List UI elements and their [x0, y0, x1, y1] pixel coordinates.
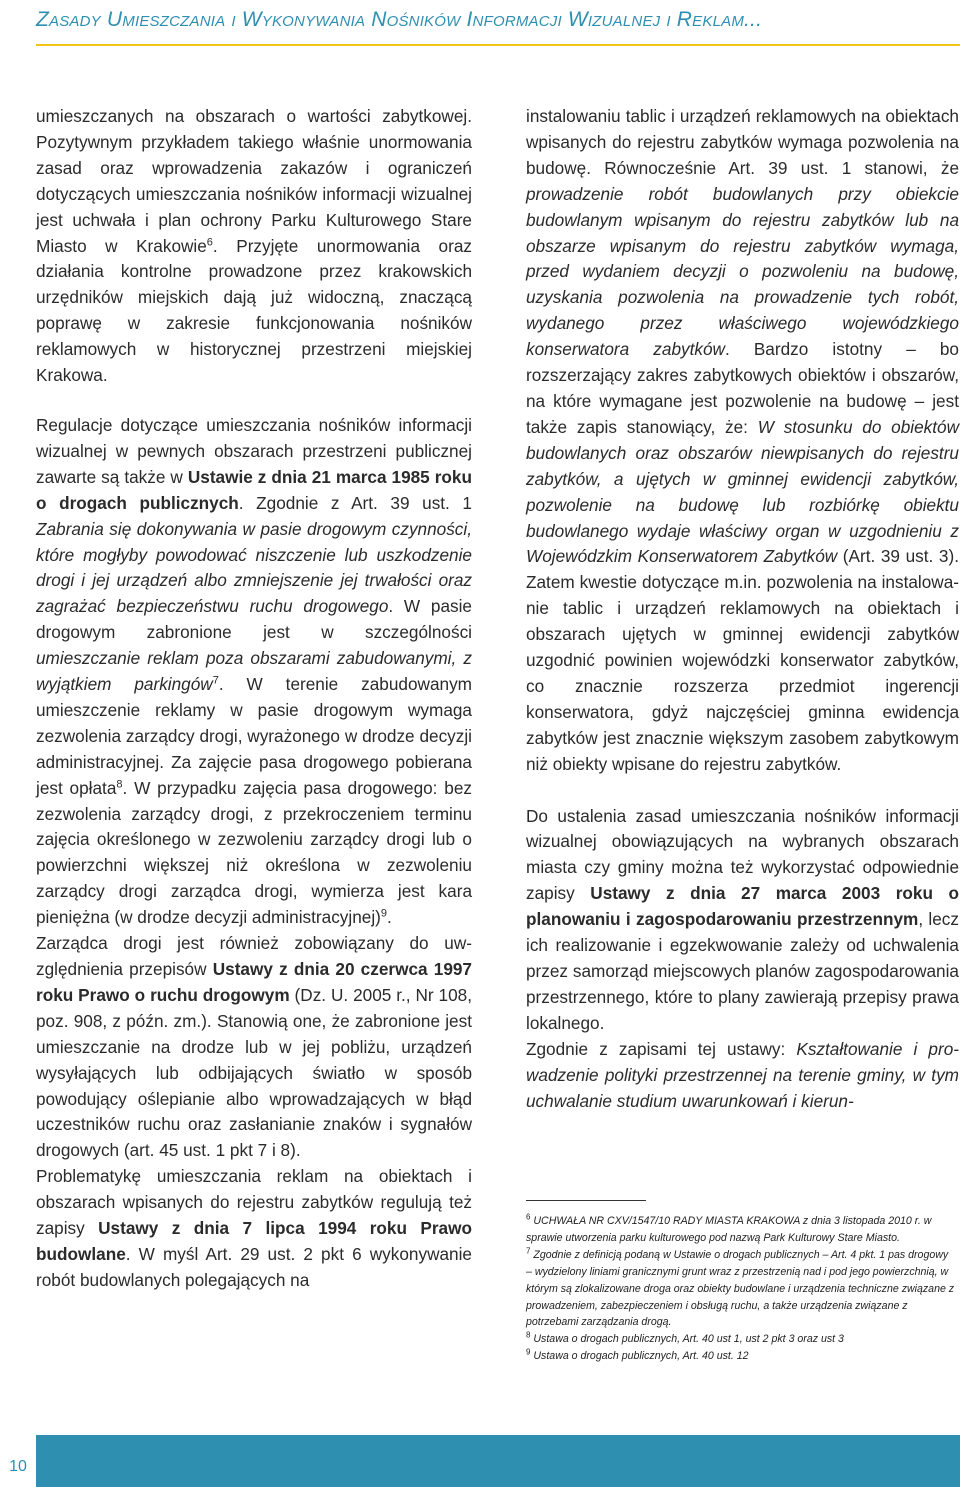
- text: Do ustalenia zasad umieszczania nośników informacji wizualnej obowiązujących na wybranych obszarach miasta czy gminy można też wykorzystać odpowiednie zapisy: [526, 805, 959, 904]
- text: Regulacje dotyczące umieszczania nośników informacji wizualnej w pewnych obszarach przestrzeni publicznej zawarte są także w: [36, 414, 472, 487]
- text: . Przyjęte unormowania oraz działania kontrolne prowadzone przez krakowskich urzędników miejskich dają już widoczną, znaczącą poprawę w zakresie funkcjonowania nośników reklamowych w historycznej przestrzeni miejskiej Krakowa.: [36, 235, 472, 386]
- paragraph-zabytki: [526, 104, 959, 778]
- quoted-law: Kształtowanie i prowadzenie polityki przestrzennej na terenie gminy, w tym uchwalanie studium uwarunkowań i kierun-: [526, 1038, 959, 1111]
- paragraph-park-kulturowy: [36, 104, 472, 389]
- footnote-9: [526, 1348, 956, 1365]
- footnote-number: 6: [526, 1212, 531, 1222]
- text: . Bardzo istotny – bo rozszerzający zakres zabytkowych obiektów i obszarów, na które wymagane jest pozwolenie na budowę – jest także zapis stanowiący, że:: [526, 339, 959, 437]
- text: Zarządca drogi jest również zobowiązany do uwzględnienia przepisów: [36, 933, 472, 979]
- law-reference: Ustawie z dnia 21 marca 1985 roku o drogach publicznych: [36, 466, 472, 513]
- text: Zgodnie z zapisami tej ustawy:: [526, 1038, 797, 1059]
- paragraph-prawo-budowlane: [36, 1164, 472, 1294]
- text: (Dz. U. 2005 r., Nr 108, poz. 908, z późn. zm.). Stanowią one, że zabronione jest umieszczanie na drodze lub w jej pobliżu, urządzeń wysyłających lub odbijających światło w sposób powodujący oślepianie albo wprowadzających w błąd uczestników ruchu oraz zasłanianie znaków i sygnałów drogowych (art. 45 ust. 1 pkt 7 i 8).: [36, 984, 472, 1161]
- text: Problematykę umieszczania reklam na obiektach i obszarach wpisanych do rejestru zabytków regulują też zapisy: [36, 1166, 472, 1239]
- quoted-law: prowadzenie robót budowlanych przy obiekcie budowlanym wpisanym do rejestru zabytków lub na obszarze wpisanym do rejestru zabytków wymaga, przed wydaniem decyzji o pozwoleniu na budowę, uzyskania pozwolenia na prowadzenie tych robót, wydanego przez właściwego wojewódzkiego konserwatora zabytków: [526, 183, 959, 360]
- footnote-8: [526, 1331, 956, 1348]
- text: .: [386, 907, 392, 928]
- law-reference: Ustawy z dnia 27 marca 2003 roku o planowaniu i zagospodarowaniu przestrzennym: [526, 883, 960, 930]
- footnotes: [526, 1200, 956, 1365]
- footer-bar: [36, 1435, 960, 1487]
- text: (Art. 39 ust. 3). Zatem kwestie dotyczące m.in. pozwolenia na instalowanie tablic i urządzeń reklamowych na obiektach i obszarach ujętych w gminnej ewidencji zabytków uzgodnić powinien wojewódzki konserwator zabytków, co znacznie rozszerza przedmiot ingerencji konserwatora, gdyż najczęściej gminna ewidencja zabytków jest znacznie większym zasobem zabytkowym niż obiekty wpisane do rejestru zabytków.: [526, 546, 959, 774]
- footnote-6: [526, 1213, 956, 1247]
- quoted-law: umieszczanie reklam poza obszarami zabudowanymi, z wyjątkiem parkingów: [36, 648, 472, 695]
- paragraph-ruch-drogowy: [36, 931, 472, 1164]
- footnote-ref-7[interactable]: 7: [212, 674, 219, 687]
- footnote-ref-9[interactable]: 9: [380, 907, 387, 920]
- header-rule: [36, 44, 960, 46]
- footnote-ref-6[interactable]: 6: [206, 235, 213, 248]
- footnote-text: Zgodnie z definicją podaną w Ustawie o drogach publicznych – Art. 4 pkt. 1 pas drogowy – wydzielony liniami granicznymi grunt wraz z przestrzenią nad i pod jego powierzchnią, w którym są zlokalizowane droga oraz obiekty budowlane i urządzenia techniczne związane z prowadzeniem, zabezpieczeniem i obsługą ruchu, a także urządzenia związane z potrzebami zarządzania drogą.: [526, 1248, 955, 1329]
- law-reference: Ustawy z dnia 7 lipca 1994 roku Prawo budowlane: [36, 1218, 472, 1264]
- footnote-number: 7: [526, 1246, 531, 1256]
- paragraph-planowanie: [526, 804, 959, 1037]
- paragraph-zgodnie-z-zapisami: [526, 1037, 959, 1115]
- text: . W terenie zabudowanym umieszczenie reklamy w pasie drogowym wymaga zezwolenia zarządcy drogi, wyrażonego w drodze decyzji administracyjnej. Za zajęcie pasa drogowego pobierana jest opłata: [36, 674, 472, 798]
- quoted-law: W stosunku do obiektów budowlanych oraz obszarów niewpisanych do rejestru zabytków, a ujętych w gminnej ewidencji zabytków, pozwolenie na budowę lub rozbiórkę obiektu budowlanego wydaje właściwy organ w uzgodnieniu z Wojewódzkim Konserwatorem Zabytków: [526, 416, 959, 567]
- page-number: 10: [9, 1458, 27, 1475]
- footnote-text: Ustawa o drogach publicznych, Art. 40 ust. 12: [533, 1350, 749, 1363]
- quoted-law: Zabrania się dokonywania w pasie drogowym czynności, które mogłyby powodować niszczenie lub uszkodzenie drogi i jej urządzeń albo zmniejszenie jej trwałości oraz zagrażać bezpieczeństwu ruchu drogowego: [36, 518, 472, 617]
- footnote-7: [526, 1247, 956, 1332]
- footnote-number: 8: [526, 1330, 531, 1340]
- law-reference: Ustawy z dnia 20 czerwca 1997 roku Prawo o ruchu drogowym: [36, 959, 472, 1005]
- text: . W myśl Art. 29 ust. 2 pkt 6 wykonywanie robót budowlanych polegających na: [36, 1243, 472, 1290]
- footnote-number: 9: [526, 1347, 531, 1357]
- text: . W pasie drogowym zabronione jest w szczególności: [36, 596, 472, 643]
- right-column: [526, 104, 959, 1114]
- footnote-text: Ustawa o drogach publicznych, Art. 40 ust 1, ust 2 pkt 3 oraz ust 3: [533, 1333, 844, 1346]
- text: instalowaniu tablic i urządzeń reklamowych na obiektach wpisanych do rejestru zabytków wymaga pozwolenia na budowę. Równocześnie Art. 39 ust. 1 stanowi, że: [526, 106, 959, 178]
- paragraph-ustawa-drogi: [36, 413, 472, 931]
- footnote-text: UCHWAŁA NR CXV/1547/10 RADY MIASTA KRAKOWA z dnia 3 listopada 2010 r. w sprawie utworzenia parku kulturowego pod nazwą Park Kulturowy Stare Miasto.: [526, 1215, 932, 1244]
- text: umieszczanych na obszarach o wartości zabytkowej. Pozytywnym przykładem takiego właśnie unormowania zasad oraz wprowadzenia zakazów i ograniczeń dotyczących umieszczania nośników informacji wizualnej jest uchwała i plan ochrony Parku Kulturowego Stare Miasto w Krakowie: [36, 106, 472, 256]
- text: . W przypadku zajęcia pasa drogowego: bez zezwolenia zarządcy drogi, z przekroczeniem terminu zajęcia określonego w zezwoleniu zarządcy drogi lub o powierzchni większej niż określona w zezwoleniu zarządcy drogi zarządca drogi, wymierza jest kara pieniężna (w drodze decyzji administracyjnej): [36, 777, 472, 928]
- text: . Zgodnie z Art. 39 ust. 1: [238, 492, 472, 513]
- footnote-ref-8[interactable]: 8: [116, 777, 123, 790]
- text: , lecz ich realizowanie i egzekwowanie zależy od uchwalenia przez samorząd miejscowych planów zagospodarowania przestrzennego, które to plany zawierają przepisy prawa lokalnego.: [526, 909, 959, 1033]
- left-column: [36, 104, 472, 1294]
- running-header: Zasady Umieszczania i Wykonywania Nośników Informacji Wizualnej i Reklam...: [36, 8, 763, 31]
- footnote-rule: [526, 1200, 646, 1201]
